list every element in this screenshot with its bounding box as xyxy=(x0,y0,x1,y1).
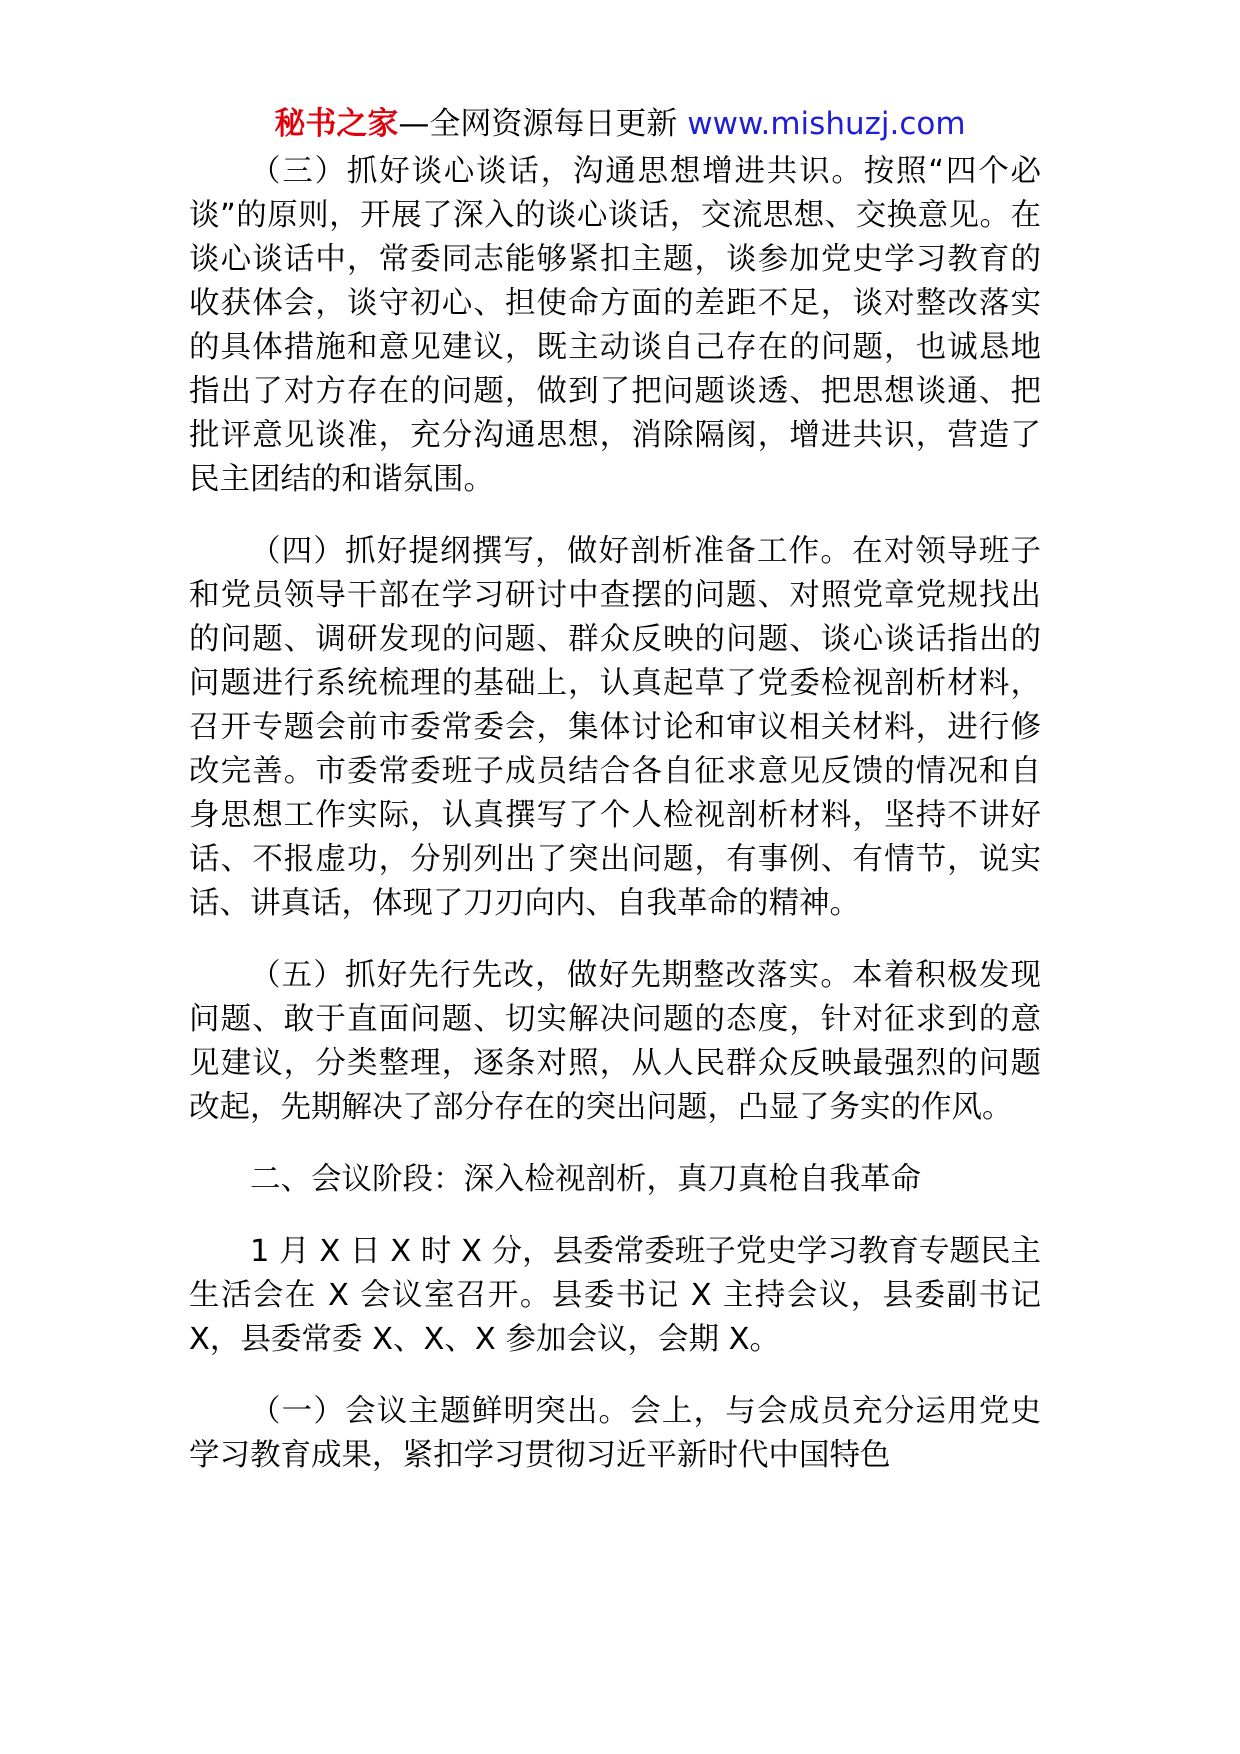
site-slogan: —全网资源每日更新 xyxy=(398,106,678,142)
paragraph-rectify: （五）抓好先行先改，做好先期整改落实。本着积极发现问题、敢于直面问题、切实解决问题的态度，针对征求到的意见建议，分类整理，逐条对照，从人民群众反映最强烈的问题改起，先期解决了部分存在的突出问题，凸显了务实的作风。 xyxy=(189,958,1041,1125)
paragraph-meeting-theme: （一）会议主题鲜明突出。会上，与会成员充分运用党史学习教育成果，紧扣学习贯彻习近平新时代中国特色 xyxy=(189,1394,1041,1473)
section-heading-meeting: 二、会议阶段：深入检视剖析，真刀真枪自我革命 xyxy=(250,1162,921,1197)
paragraph-outline: （四）抓好提纲撰写，做好剖析准备工作。在对领导班子和党员领导干部在学习研讨中查摆的问题、对照党章党规找出的问题、调研发现的问题、群众反映的问题、谈心谈话指出的问题进行系统梳理的基础上，认真起草了党委检视剖析材料，召开专题会前市委常委会，集体讨论和审议相关材料，进行修改完善。市委常委班子成员结合各自征求意见反馈的情况和自身思想工作实际，认真撰写了个人检视剖析材料，坚持不讲好话、不报虚功，分别列出了突出问题，有事例、有情节，说实话、讲真话，体现了刀刃向内、自我革命的精神。 xyxy=(189,534,1041,921)
site-header xyxy=(0,102,1240,146)
site-url-link[interactable]: www.mishuzj.com xyxy=(687,106,966,142)
site-brand: 秘书之家 xyxy=(274,106,399,142)
paragraph-meeting-info: 1 月 X 日 X 时 X 分，县委常委班子党史学习教育专题民主生活会在 X 会议室召开。县委书记 X 主持会议，县委副书记 X，县委常委 X、X、X 参加会议，会期 X。 xyxy=(189,1234,1041,1357)
document-body xyxy=(189,150,1041,1506)
paragraph-talk: （三）抓好谈心谈话，沟通思想增进共识。按照“四个必谈”的原则，开展了深入的谈心谈话，交流思想、交换意见。在谈心谈话中，常委同志能够紧扣主题，谈参加党史学习教育的收获体会，谈守初心、担使命方面的差距不足，谈对整改落实的具体措施和意见建议，既主动谈自己存在的问题，也诚恳地指出了对方存在的问题，做到了把问题谈透、把思想谈通、把批评意见谈准，充分沟通思想，消除隔阂，增进共识，营造了民主团结的和谐氛围。 xyxy=(189,154,1041,497)
